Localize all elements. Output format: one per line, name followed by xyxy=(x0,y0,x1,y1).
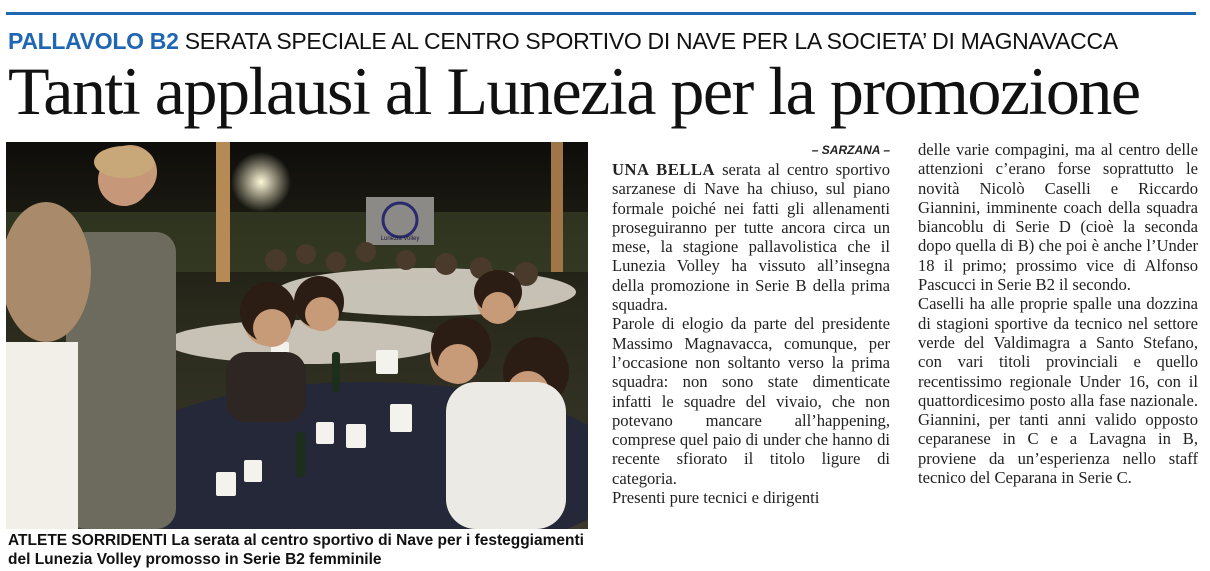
photo-illustration xyxy=(6,142,588,529)
paragraph-1-text: serata al centro sportivo sarzanese di Nave ha chiuso, sul piano formale poiché nei fatti gli allenamenti proseguiranno per tutte ancora circa un mese, la stagione pallavolistica che il Lunezia Volley ha vissuto all’insegna della promozione in Serie B della prima squadra. xyxy=(612,160,890,315)
kicker xyxy=(8,27,1118,55)
banner-text: Lunezia Volley xyxy=(380,236,420,242)
paragraph-4: Caselli ha alle proprie spalle una dozzina di stagioni sportive da tecnico nel settore verde del Valdimagra a Santo Stefano, con vari titoli provinciali e quello recentissimo regionale Under 16, con il quattordicesimo posto alla fase nazionale. Giannini, per tanti anni valido opposto ceparanese in C e a Lavagna in B, proviene da un’esperienza nello staff tecnico del Ceparana in Serie C. xyxy=(918,294,1198,488)
paragraph-2: Parole di elogio da parte del presidente Massimo Magnavacca, comunque, per l’occasione non soltanto verso la prima squadra: non sono state dimenticate infatti le squadre del vivaio, che non potevano mancare all’happening, comprese quel paio di under che hanno di recente sfiorato il titolo ligure di categoria. xyxy=(612,314,890,488)
paragraph-3: Presenti pure tecnici e dirigenti xyxy=(612,488,820,508)
paragraph-1 xyxy=(612,160,890,314)
lead-in: UNA BELLA xyxy=(612,160,715,179)
kicker-text: SERATA SPECIALE AL CENTRO SPORTIVO DI NAVE PER LA SOCIETA’ DI MAGNAVACCA xyxy=(184,28,1118,54)
caption-text: La serata al centro sportivo di Nave per i festeggiamenti del Lunezia Volley promosso in Serie B2 femminile xyxy=(8,532,584,568)
photo-caption xyxy=(8,531,588,569)
dateline: – SARZANA – xyxy=(811,143,890,157)
top-rule xyxy=(6,12,1196,15)
headline: Tanti applausi al Lunezia per la promozione xyxy=(8,53,1140,129)
paragraph-3-continued: delle varie compagini, ma al centro delle attenzioni c’erano forse soprattutto le novità Nicolò Caselli e Riccardo Giannini, imminente coach della squadra biancoblu di Serie D (cioè la seconda dopo quella di B) che poi è anche l’Under 18 il primo; prossimo vice di Alfonso Pascucci in Serie B2 il secondo. xyxy=(918,140,1198,295)
article-photo xyxy=(6,142,588,529)
article-column-2 xyxy=(918,140,1198,487)
section-label: PALLAVOLO B2 xyxy=(8,28,179,54)
caption-lead: ATLETE SORRIDENTI xyxy=(8,532,168,549)
article-column-1 xyxy=(612,143,890,507)
